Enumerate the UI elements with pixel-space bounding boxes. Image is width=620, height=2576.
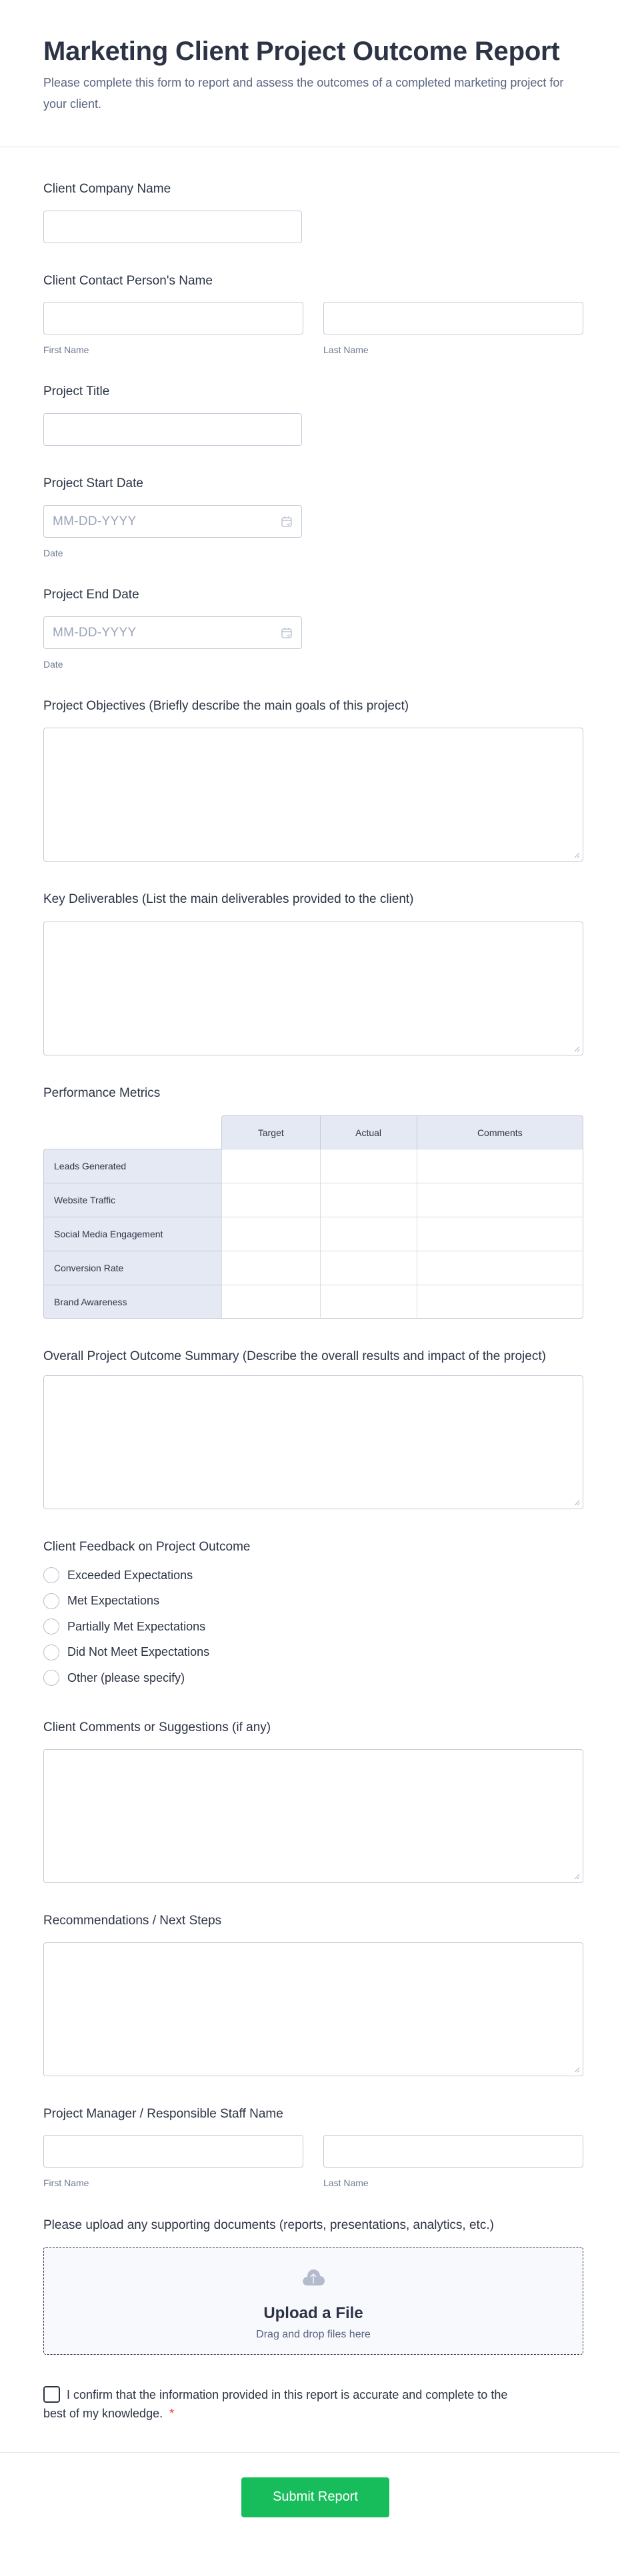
metric-cell-target[interactable] (221, 1217, 321, 1251)
field-label: Please upload any supporting documents (reports, presentations, analytics, etc.) (43, 2218, 494, 2232)
radio-label: Did Not Meet Expectations (67, 1645, 210, 1659)
objectives-textarea[interactable] (43, 728, 583, 862)
field-client-comments (43, 1719, 583, 1883)
field-label: Recommendations / Next Steps (43, 1913, 222, 1928)
corner-cell (43, 1115, 221, 1149)
field-start-date (43, 475, 583, 559)
form-footer (0, 2452, 620, 2549)
metric-cell-actual[interactable] (321, 1285, 417, 1319)
radio-label: Exceeded Expectations (67, 1568, 193, 1582)
field-label: Client Company Name (43, 182, 171, 196)
last-name-sublabel: Last Name (323, 344, 369, 355)
field-confirmation (43, 2385, 583, 2423)
resize-grip-icon[interactable] (573, 1499, 580, 1506)
first-name-sublabel: First Name (43, 2177, 89, 2188)
row-header: Social Media Engagement (43, 1217, 221, 1251)
field-label: Project End Date (43, 588, 139, 602)
upload-title: Upload a File (263, 2303, 363, 2322)
field-deliverables (43, 891, 583, 1055)
field-client-company (43, 181, 583, 243)
field-label: Overall Project Outcome Summary (Describe the overall results and impact of the project) (43, 1349, 546, 1363)
field-client-contact (43, 273, 583, 356)
calendar-icon[interactable] (281, 627, 293, 639)
metric-cell-actual[interactable] (321, 1183, 417, 1217)
last-name-sublabel: Last Name (323, 2177, 369, 2188)
radio-button[interactable] (43, 1670, 59, 1686)
metric-cell-target[interactable] (221, 1183, 321, 1217)
metric-cell-comments[interactable] (417, 1183, 583, 1217)
project-title-input[interactable] (43, 413, 302, 446)
field-label: Client Comments or Suggestions (if any) (43, 1720, 271, 1734)
radio-option-not-met[interactable] (43, 1640, 583, 1666)
field-label: Project Start Date (43, 476, 143, 490)
table-row (43, 1183, 583, 1217)
end-date-input[interactable] (43, 616, 302, 649)
radio-button[interactable] (43, 1644, 59, 1660)
resize-grip-icon[interactable] (573, 1045, 580, 1052)
confirm-text: I confirm that the information provided in this report is accurate and complete to the best of my knowledge. (43, 2387, 508, 2420)
required-asterisk: * (169, 2406, 175, 2420)
radio-label: Met Expectations (67, 1594, 160, 1608)
page-title: Marketing Client Project Outcome Report (43, 37, 560, 66)
metric-cell-actual[interactable] (321, 1251, 417, 1285)
field-performance-metrics (43, 1085, 583, 1319)
radio-button[interactable] (43, 1593, 59, 1609)
metric-cell-target[interactable] (221, 1251, 321, 1285)
date-sublabel: Date (43, 659, 63, 670)
first-name-sublabel: First Name (43, 344, 89, 355)
upload-subtitle: Drag and drop files here (256, 2328, 371, 2340)
cloud-upload-icon (301, 2265, 325, 2289)
confirm-checkbox[interactable] (43, 2386, 60, 2403)
form-header (0, 0, 620, 147)
client-first-name-input[interactable] (43, 302, 303, 334)
resize-grip-icon[interactable] (573, 1873, 580, 1880)
radio-button[interactable] (43, 1618, 59, 1634)
radio-option-exceeded[interactable] (43, 1563, 583, 1589)
field-label: Performance Metrics (43, 1086, 161, 1100)
field-label: Key Deliverables (List the main deliverables provided to the client) (43, 892, 414, 906)
calendar-icon[interactable] (281, 516, 293, 528)
field-recommendations (43, 1912, 583, 2076)
field-end-date (43, 586, 583, 670)
metric-cell-comments[interactable] (417, 1149, 583, 1183)
field-project-manager (43, 2106, 583, 2189)
page-description: Please complete this form to report and assess the outcomes of a completed marketing project for your client. (43, 76, 564, 111)
table-row (43, 1217, 583, 1251)
field-objectives (43, 698, 583, 862)
field-outcome-summary (43, 1348, 583, 1509)
deliverables-textarea[interactable] (43, 922, 583, 1055)
feedback-radio-group (43, 1563, 583, 1691)
date-placeholder: MM-DD-YYYY (53, 514, 137, 528)
recommendations-textarea[interactable] (43, 1942, 583, 2076)
field-label: Client Feedback on Project Outcome (43, 1540, 251, 1554)
row-header: Brand Awareness (43, 1285, 221, 1319)
metric-cell-comments[interactable] (417, 1251, 583, 1285)
row-header: Website Traffic (43, 1183, 221, 1217)
radio-option-partially-met[interactable] (43, 1614, 583, 1640)
manager-last-name-input[interactable] (323, 2135, 583, 2168)
metric-cell-target[interactable] (221, 1285, 321, 1319)
metric-cell-comments[interactable] (417, 1217, 583, 1251)
radio-option-met[interactable] (43, 1589, 583, 1614)
client-last-name-input[interactable] (323, 302, 583, 334)
metric-cell-actual[interactable] (321, 1217, 417, 1251)
field-label: Project Manager / Responsible Staff Name (43, 2106, 283, 2121)
row-header: Leads Generated (43, 1149, 221, 1183)
file-upload-dropzone[interactable] (43, 2247, 583, 2355)
field-label: Project Objectives (Briefly describe the main goals of this project) (43, 699, 409, 713)
submit-button[interactable]: Submit Report (241, 2477, 389, 2517)
radio-button[interactable] (43, 1567, 59, 1583)
client-comments-textarea[interactable] (43, 1749, 583, 1883)
manager-first-name-input[interactable] (43, 2135, 303, 2168)
field-label: Project Title (43, 384, 110, 398)
start-date-input[interactable] (43, 505, 302, 538)
field-upload (43, 2217, 583, 2355)
table-row (43, 1251, 583, 1285)
resize-grip-icon[interactable] (573, 852, 580, 858)
metrics-table (43, 1115, 583, 1319)
radio-label: Partially Met Expectations (67, 1619, 206, 1633)
date-placeholder: MM-DD-YYYY (53, 626, 137, 640)
field-client-feedback (43, 1539, 583, 1691)
form-body (0, 181, 620, 2423)
resize-grip-icon[interactable] (573, 2066, 580, 2073)
date-sublabel: Date (43, 548, 63, 558)
summary-textarea[interactable] (43, 1375, 583, 1509)
metric-cell-comments[interactable] (417, 1285, 583, 1319)
row-header: Conversion Rate (43, 1251, 221, 1285)
metric-cell-actual[interactable] (321, 1149, 417, 1183)
radio-option-other[interactable] (43, 1665, 583, 1691)
confirm-checkbox-row[interactable] (43, 2385, 523, 2423)
table-row (43, 1285, 583, 1319)
table-row (43, 1149, 583, 1183)
metric-cell-target[interactable] (221, 1149, 321, 1183)
column-header: Actual (321, 1115, 417, 1149)
column-header: Target (221, 1115, 321, 1149)
radio-label: Other (please specify) (67, 1670, 185, 1684)
column-header: Comments (417, 1115, 583, 1149)
field-project-title (43, 383, 583, 446)
client-company-input[interactable] (43, 211, 302, 243)
field-label: Client Contact Person's Name (43, 274, 213, 288)
